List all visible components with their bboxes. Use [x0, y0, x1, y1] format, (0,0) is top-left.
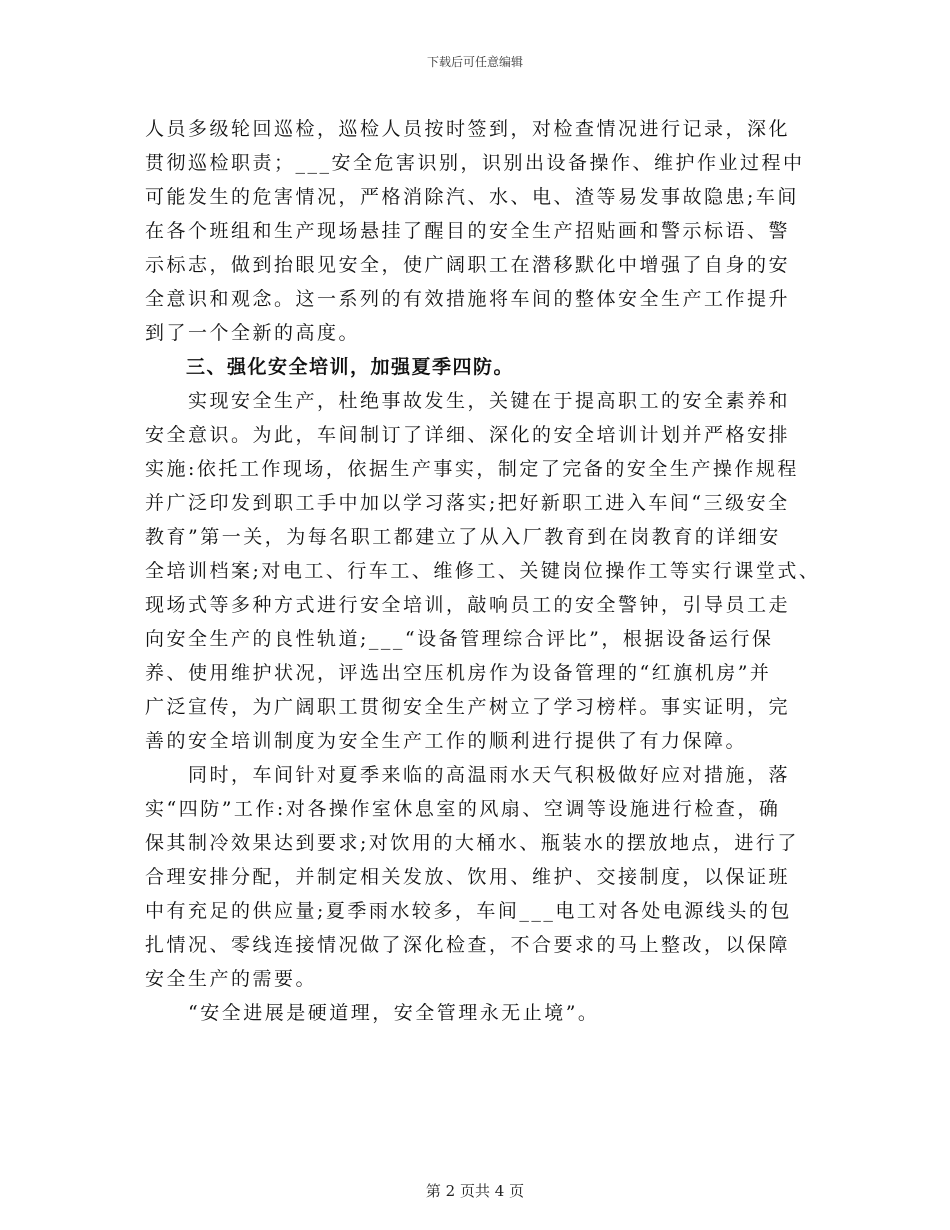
document-body [145, 112, 821, 1030]
text-line: 现场式等多种方式进行安全培训，敲响员工的安全警钟，引导员工走 [145, 594, 791, 616]
text-line: 在各个班组和生产现场悬挂了醒目的安全生产招贴画和警示标语、警 [145, 220, 791, 242]
text-line: 人员多级轮回巡检，巡检人员按时签到，对检查情况进行记录，深化 [145, 118, 791, 140]
text-line: 全意识和观念。这一系列的有效措施将车间的整体安全生产工作提升 [145, 288, 791, 310]
text-line: 可能发生的危害情况，严格消除汽、水、电、渣等易发事故隐患;车间 [145, 186, 799, 208]
text-line: 扎情况、零线连接情况做了深化检查，不合要求的马上整改，以保障 [145, 934, 791, 956]
text-line: 合理安排分配，并制定相关发放、饮用、维护、交接制度，以保证班 [145, 866, 791, 888]
text-line: 安全意识。为此，车间制订了详细、深化的安全培训计划并严格安排 [145, 424, 791, 446]
page-header: 下载后可任意编辑 [426, 55, 523, 69]
text-line: 中有充足的供应量;夏季雨水较多，车间___电工对各处电源线头的包 [145, 900, 792, 922]
text-line: 同时，车间针对夏季来临的高温雨水天气积极做好应对措施，落 [145, 764, 791, 786]
text-line: “安全进展是硬道理，安全管理永无止境”。 [145, 1002, 600, 1024]
text-line: 贯彻巡检职责；___安全危害识别，识别出设备操作、维护作业过程中 [145, 152, 805, 174]
text-line: 保其制冷效果达到要求;对饮用的大桶水、瓶装水的摆放地点，进行了 [145, 832, 799, 854]
text-line: 实施:依托工作现场，依据生产事实，制定了完备的安全生产操作规程 [145, 458, 799, 480]
text-line: 并广泛印发到职工手中加以学习落实;把好新职工进入车间“三级安全 [145, 492, 790, 514]
text-line: 到了一个全新的高度。 [145, 322, 361, 344]
text-line: 实现安全生产，杜绝事故发生，关键在于提高职工的安全素养和 [145, 390, 791, 412]
text-line: 养、使用维护状况，评选出空压机房作为设备管理的“红旗机房”并 [145, 662, 772, 684]
text-line: 实“四防”工作:对各操作室休息室的风扇、空调等设施进行检查，确 [145, 798, 781, 820]
page-footer: 第 2 页共 4 页 [425, 1182, 525, 1200]
text-line: 安全生产的需要。 [145, 968, 318, 990]
text-line: 广泛宣传，为广阔职工贯彻安全生产树立了学习榜样。事实证明，完 [145, 696, 791, 718]
text-line: 善的安全培训制度为安全生产工作的顺利进行提供了有力保障。 [145, 730, 748, 752]
text-line: 教育”第一关，为每名职工都建立了从入厂教育到在岗教育的详细安 [145, 526, 781, 548]
text-line: 向安全生产的良性轨道;___“设备管理综合评比”，根据设备运行保 [145, 628, 774, 650]
text-line: 示标志，做到抬眼见安全，使广阔职工在潜移默化中增强了自身的安 [145, 254, 791, 276]
section-heading: 三、强化安全培训，加强夏季四防。 [145, 356, 515, 378]
text-line: 全培训档案;对电工、行车工、维修工、关键岗位操作工等实行课堂式、 [145, 560, 821, 582]
